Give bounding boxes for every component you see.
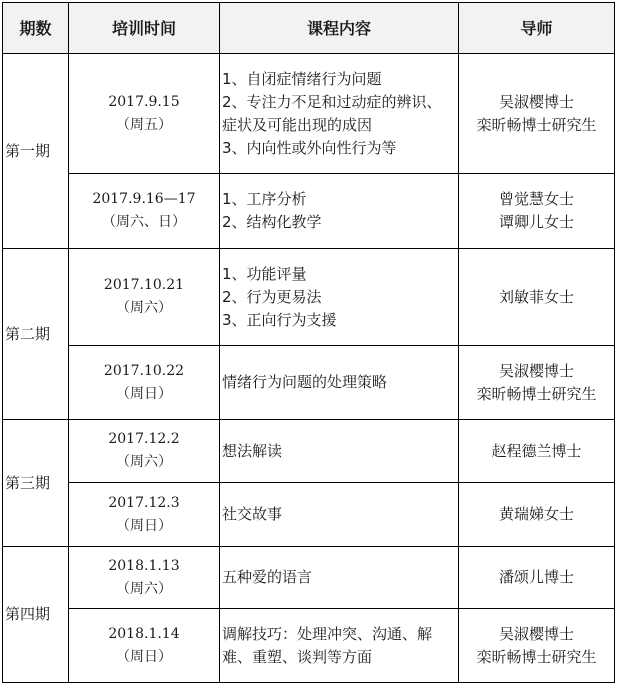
session-content: [220, 346, 459, 420]
training-schedule-table: [2, 2, 615, 683]
period-name: 第四期: [3, 547, 69, 683]
tutor-name: 栾昕畅博士研究生: [476, 384, 597, 403]
tutor-name: 赵程德兰博士: [491, 441, 582, 460]
table-row: [3, 420, 615, 483]
table-row: [3, 249, 615, 346]
session-day: （周五）: [116, 116, 172, 133]
tutor-name: 刘敏菲女士: [498, 287, 574, 306]
session-date: 2017.10.21: [103, 277, 185, 293]
session-date: 2017.9.16—17: [92, 191, 196, 207]
session-time: [69, 483, 220, 547]
tutor-name: 吴淑樱博士: [498, 624, 574, 643]
tutor-name: 吴淑樱博士: [498, 361, 574, 380]
session-time: [69, 249, 220, 346]
session-time: [69, 346, 220, 420]
content-line: 2、专注力不足和过动症的辨识、: [222, 92, 442, 111]
session-tutor: [459, 420, 615, 483]
tutor-name: 黄瑞娣女士: [498, 505, 574, 523]
tutor-name: 谭卿儿女士: [498, 213, 574, 231]
session-tutor: [459, 249, 615, 346]
header-tutor: 导师: [459, 3, 615, 54]
session-tutor: [459, 174, 615, 249]
content-line: 1、工序分析: [222, 190, 307, 208]
content-line: 难、重塑、谈判等方面: [222, 647, 373, 666]
session-content: [220, 54, 459, 174]
header-row: [3, 3, 615, 54]
table-row: [3, 547, 615, 609]
header-period: 期数: [3, 3, 69, 54]
session-day: （周六）: [116, 300, 172, 316]
content-line: 3、正向行为支援: [222, 310, 337, 329]
tutor-name: 曾觉慧女士: [498, 190, 574, 208]
content-line: 1、自闭症情绪行为问题: [222, 69, 382, 88]
session-day: （周日）: [116, 648, 172, 665]
table-row: [3, 346, 615, 420]
session-day: （周六、日）: [102, 214, 186, 230]
session-day: （周日）: [116, 517, 172, 534]
table-row: [3, 483, 615, 547]
session-tutor: [459, 547, 615, 609]
tutor-name: 潘颂儿博士: [498, 568, 574, 586]
period-name: 第二期: [3, 249, 69, 420]
session-date: 2018.1.13: [108, 557, 180, 574]
tutor-name: 吴淑樱博士: [498, 92, 574, 111]
period-name: 第三期: [3, 420, 69, 547]
session-content: [220, 547, 459, 609]
session-content: [220, 249, 459, 346]
content-line: 3、内向性或外向性行为等: [222, 138, 397, 157]
tutor-name: 栾昕畅博士研究生: [476, 115, 597, 134]
content-line: 1、功能评量: [222, 264, 307, 283]
content-line: 想法解读: [222, 441, 283, 460]
session-content: [220, 483, 459, 547]
session-content: [220, 420, 459, 483]
session-tutor: [459, 609, 615, 683]
session-content: [220, 174, 459, 249]
table-row: [3, 54, 615, 174]
period-name: 第一期: [3, 54, 69, 249]
header-content: 课程内容: [220, 3, 459, 54]
session-date: 2018.1.14: [108, 625, 180, 642]
session-day: （周六）: [116, 454, 172, 470]
content-line: 2、结构化教学: [222, 213, 322, 231]
session-tutor: [459, 54, 615, 174]
session-day: （周六）: [116, 580, 172, 597]
session-date: 2017.10.22: [103, 362, 185, 379]
session-content: [220, 609, 459, 683]
session-tutor: [459, 346, 615, 420]
content-line: 症状及可能出现的成因: [222, 115, 373, 134]
session-tutor: [459, 483, 615, 547]
session-date: 2017.12.2: [108, 431, 180, 447]
content-line: 情绪行为问题的处理策略: [222, 373, 388, 391]
session-time: [69, 547, 220, 609]
session-time: [69, 609, 220, 683]
content-line: 2、行为更易法: [222, 287, 322, 306]
session-date: 2017.9.15: [108, 93, 180, 110]
session-time: [69, 420, 220, 483]
table-row: [3, 609, 615, 683]
table-row: [3, 174, 615, 249]
session-time: [69, 174, 220, 249]
content-line: 五种爱的语言: [222, 568, 313, 586]
tutor-name: 栾昕畅博士研究生: [476, 647, 597, 666]
header-time: 培训时间: [69, 3, 220, 54]
session-time: [69, 54, 220, 174]
content-line: 社交故事: [222, 505, 283, 523]
session-date: 2017.12.3: [108, 494, 180, 511]
content-line: 调解技巧：处理冲突、沟通、解: [222, 624, 433, 643]
session-day: （周日）: [116, 385, 172, 402]
